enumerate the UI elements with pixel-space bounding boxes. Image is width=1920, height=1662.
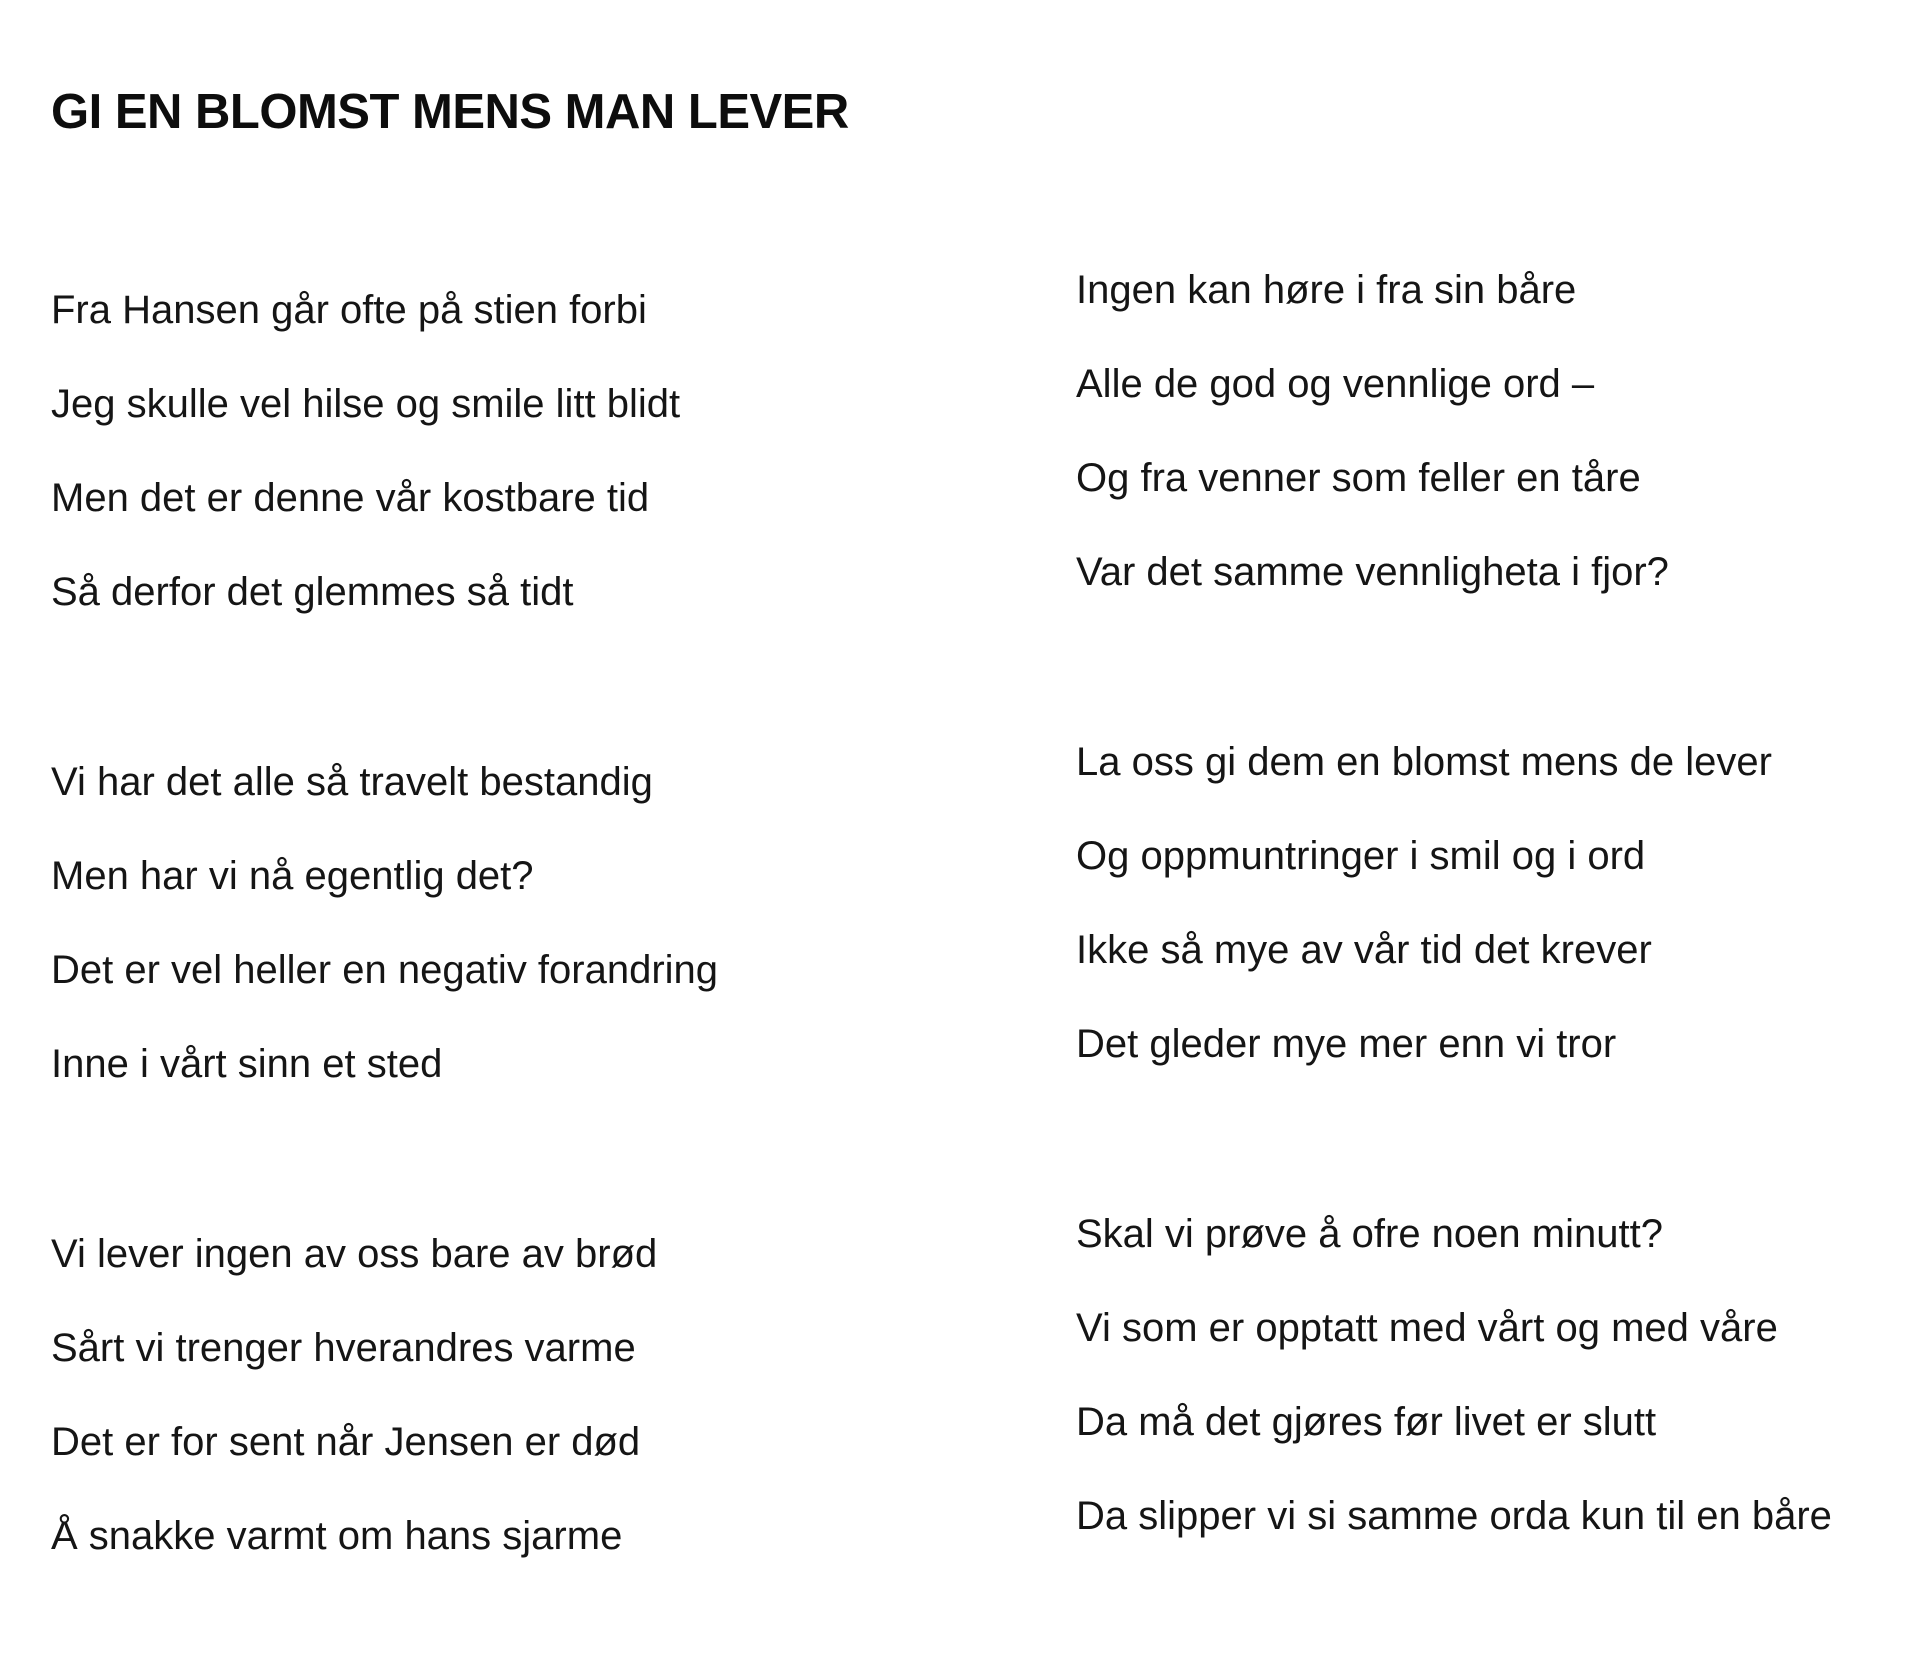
poem-line: Så derfor det glemmes så tidt [51, 570, 574, 614]
poem-line: Det gleder mye mer enn vi tror [1076, 1022, 1617, 1066]
poem-line: Alle de god og vennlige ord – [1076, 362, 1595, 406]
poem-line: Fra Hansen går ofte på stien forbi [51, 288, 647, 332]
poem-title: GI EN BLOMST MENS MAN LEVER [51, 85, 849, 139]
stanza-3 [51, 1220, 911, 1596]
poem-line: Skal vi prøve å ofre noen minutt? [1076, 1212, 1663, 1256]
poem-line: Og fra venner som feller en tåre [1076, 456, 1641, 500]
right-column [1076, 0, 1920, 1662]
poem-line: Men har vi nå egentlig det? [51, 854, 534, 898]
poem-line: Ikke så mye av vår tid det krever [1076, 928, 1652, 972]
poem-line: Jeg skulle vel hilse og smile litt blidt [51, 382, 681, 426]
stanza-6 [1076, 1200, 1920, 1576]
poem-line: Var det samme vennligheta i fjor? [1076, 550, 1669, 594]
poem-line: Da slipper vi si samme orda kun til en båre [1076, 1494, 1832, 1538]
poem-line: Sårt vi trenger hverandres varme [51, 1326, 636, 1370]
poem-line: Det er for sent når Jensen er død [51, 1420, 641, 1464]
poem-line: Inne i vårt sinn et sted [51, 1042, 443, 1086]
poem-line: Da må det gjøres før livet er slutt [1076, 1400, 1657, 1444]
stanza-5 [1076, 728, 1920, 1104]
poem-line: Det er vel heller en negativ forandring [51, 948, 719, 992]
poem-line: Vi som er opptatt med vårt og med våre [1076, 1306, 1778, 1350]
poem-line: Ingen kan høre i fra sin båre [1076, 268, 1577, 312]
poem-line: Men det er denne vår kostbare tid [51, 476, 650, 520]
stanza-4 [1076, 256, 1920, 632]
stanza-1 [51, 276, 911, 652]
poem-line: Og oppmuntringer i smil og i ord [1076, 834, 1646, 878]
poem-line: Vi lever ingen av oss bare av brød [51, 1232, 658, 1276]
stanza-2 [51, 748, 911, 1124]
poem-line: Vi har det alle så travelt bestandig [51, 760, 653, 804]
left-column [51, 0, 931, 1662]
poem-line: La oss gi dem en blomst mens de lever [1076, 740, 1772, 784]
poem-line: Å snakke varmt om hans sjarme [51, 1514, 623, 1558]
